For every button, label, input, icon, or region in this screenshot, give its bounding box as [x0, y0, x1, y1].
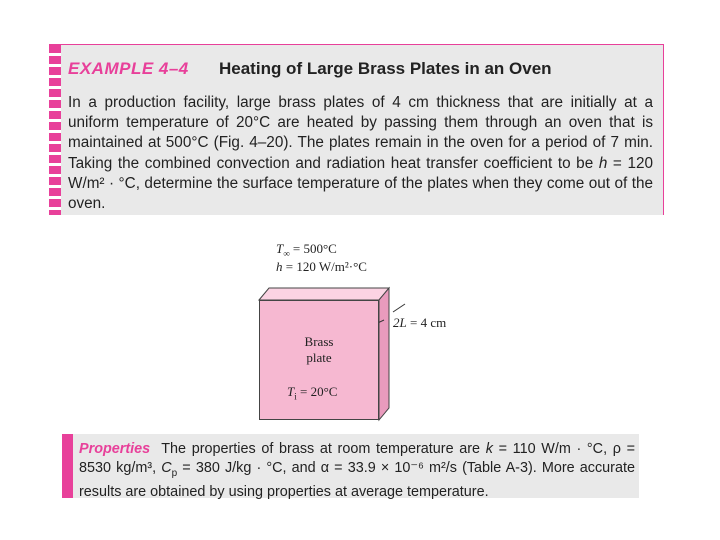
plate-side-face: [379, 288, 389, 420]
thickness-label: 2L = 4 cm: [393, 315, 447, 330]
plate-top-face: [259, 288, 389, 300]
example-h-symbol: h: [598, 154, 608, 172]
brass-plate: [259, 300, 379, 420]
ambient-temperature-label: $T_\infty = 500^\circ C$: [276, 241, 337, 259]
plate-label: Brass plate: [304, 334, 334, 365]
example-text-part2: = 120 W/m² · °C, determine the surface temperature of the plates when they come out of the oven.: [68, 154, 653, 213]
initial-temperature-label: $T_i = 20^\circ C$: [287, 384, 338, 402]
example-text-part1: In a production facility, large brass plates of 4 cm thickness that are initially at a uniform temperature of 20°C are heated by passing them through an oven that is maintained at 500°C (Fig. 4–20). The plates remain in the oven for a period of 7 min. Taking the combined convection and radiation heat transfer coefficient to be: [68, 94, 653, 172]
thickness-pointer-top: [393, 304, 405, 312]
example-title: Heating of Large Brass Plates in an Oven: [219, 59, 552, 78]
example-label: EXAMPLE 4–4: [68, 59, 189, 78]
properties-text: Properties The properties of brass at room temperature are k = 110 W/m · °C, ρ = 8530 kg/m³, $C_p = 380$ J/kg · °C, and α = 33.9 × 10⁻⁶ m²/s (Table A-3). More accurate results are obtained by using properties at average temperature.: [79, 441, 635, 500]
heat-transfer-coefficient-label: h = 120 W/m²·°C: [276, 259, 367, 274]
properties-label: Properties: [79, 441, 151, 457]
properties-box: [62, 434, 639, 498]
